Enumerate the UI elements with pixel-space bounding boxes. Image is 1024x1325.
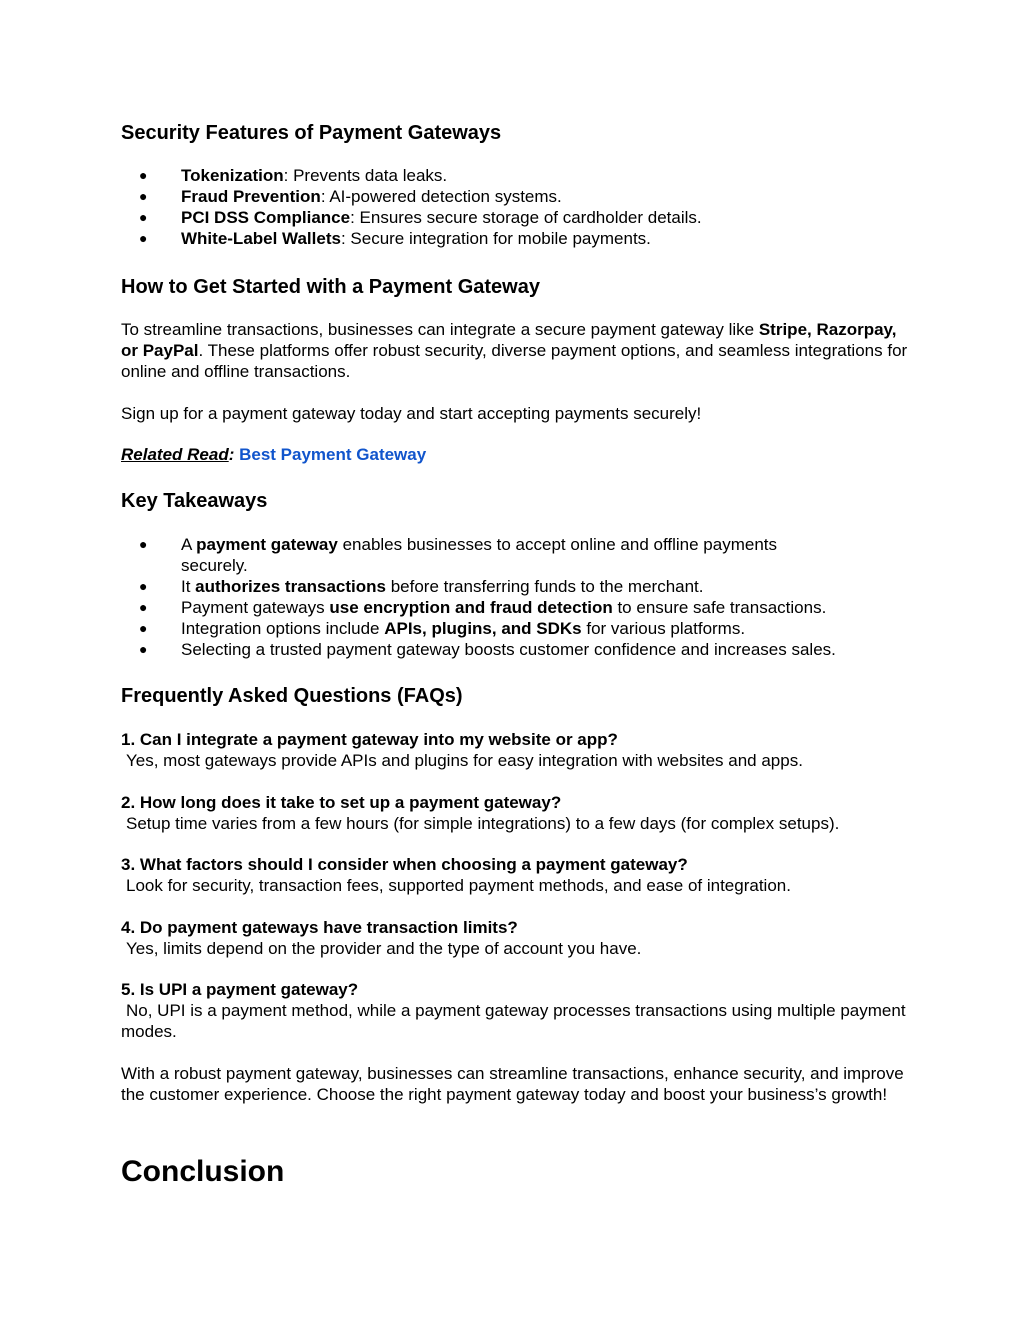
bullet-icon: ● <box>139 536 148 552</box>
list-item: ● Selecting a trusted payment gateway boosts customer confidence and increases sales. <box>139 640 836 659</box>
bullet-icon: ● <box>139 641 148 657</box>
bullet-icon: ● <box>139 167 148 183</box>
bullet-icon: ● <box>139 578 148 594</box>
conclusion-heading: Conclusion <box>121 1155 285 1188</box>
best-payment-gateway-link[interactable]: Best Payment Gateway <box>239 445 427 464</box>
list-item: ● Payment gateways use encryption and fraud detection to ensure safe transactions. <box>139 598 827 617</box>
faq-item <box>121 917 921 959</box>
faq-question: 3. What factors should I consider when choosing a payment gateway? <box>121 855 688 874</box>
list-item: ● It authorizes transactions before transferring funds to the merchant. <box>139 577 704 596</box>
list-item: ● Fraud Prevention: AI-powered detection systems. <box>139 187 562 206</box>
faq-item <box>121 854 921 896</box>
bullet-icon: ● <box>139 209 148 225</box>
faqs-heading: Frequently Asked Questions (FAQs) <box>121 685 463 707</box>
list-item: ● White-Label Wallets: Secure integration for mobile payments. <box>139 229 651 248</box>
list-item: ● PCI DSS Compliance: Ensures secure storage of cardholder details. <box>139 208 702 227</box>
related-read: Related Read: Best Payment Gateway <box>121 445 427 464</box>
closing-paragraph: With a robust payment gateway, businesses can streamline transactions, enhance security, and improve the customer experience. Choose the right payment gateway today and boost your business’s growth! <box>121 1064 904 1104</box>
faq-answer: No, UPI is a payment method, while a payment gateway processes transactions using multiple payment modes. <box>121 1001 906 1041</box>
bullet-icon: ● <box>139 230 148 246</box>
getting-started-paragraph: To streamline transactions, businesses can integrate a secure payment gateway like Stripe, Razorpay, or PayPal. These platforms offer robust security, diverse payment options, and seamless integrations for online and offline transactions. <box>121 320 908 381</box>
list-item: ● Tokenization: Prevents data leaks. <box>139 166 448 185</box>
faq-question: 4. Do payment gateways have transaction limits? <box>121 918 518 937</box>
faq-question: 2. How long does it take to set up a payment gateway? <box>121 793 562 812</box>
faq-answer: Yes, most gateways provide APIs and plugins for easy integration with websites and apps. <box>126 751 803 770</box>
faq-answer: Yes, limits depend on the provider and the type of account you have. <box>126 939 642 958</box>
faq-item <box>121 792 921 834</box>
faq-item <box>121 729 921 771</box>
list-item: ● Integration options include APIs, plugins, and SDKs for various platforms. <box>139 619 746 638</box>
bullet-icon: ● <box>139 599 148 615</box>
bullet-icon: ● <box>139 188 148 204</box>
faq-answer: Look for security, transaction fees, supported payment methods, and ease of integration. <box>126 876 791 895</box>
faq-answer: Setup time varies from a few hours (for simple integrations) to a few days (for complex setups). <box>126 814 840 833</box>
takeaways-list <box>121 534 841 660</box>
bullet-icon: ● <box>139 620 148 636</box>
takeaways-heading: Key Takeaways <box>121 490 268 512</box>
faq-question: 1. Can I integrate a payment gateway into my website or app? <box>121 730 618 749</box>
faq-question: 5. Is UPI a payment gateway? <box>121 980 359 999</box>
signup-paragraph: Sign up for a payment gateway today and start accepting payments securely! <box>121 404 702 423</box>
faq-item <box>121 979 911 1042</box>
related-read-label: Related Read <box>121 445 229 464</box>
security-list <box>121 165 921 249</box>
security-heading: Security Features of Payment Gateways <box>121 122 502 144</box>
list-item: ● A payment gateway enables businesses to accept online and offline payments securely. <box>139 535 778 575</box>
getting-started-heading: How to Get Started with a Payment Gateway <box>121 276 540 298</box>
